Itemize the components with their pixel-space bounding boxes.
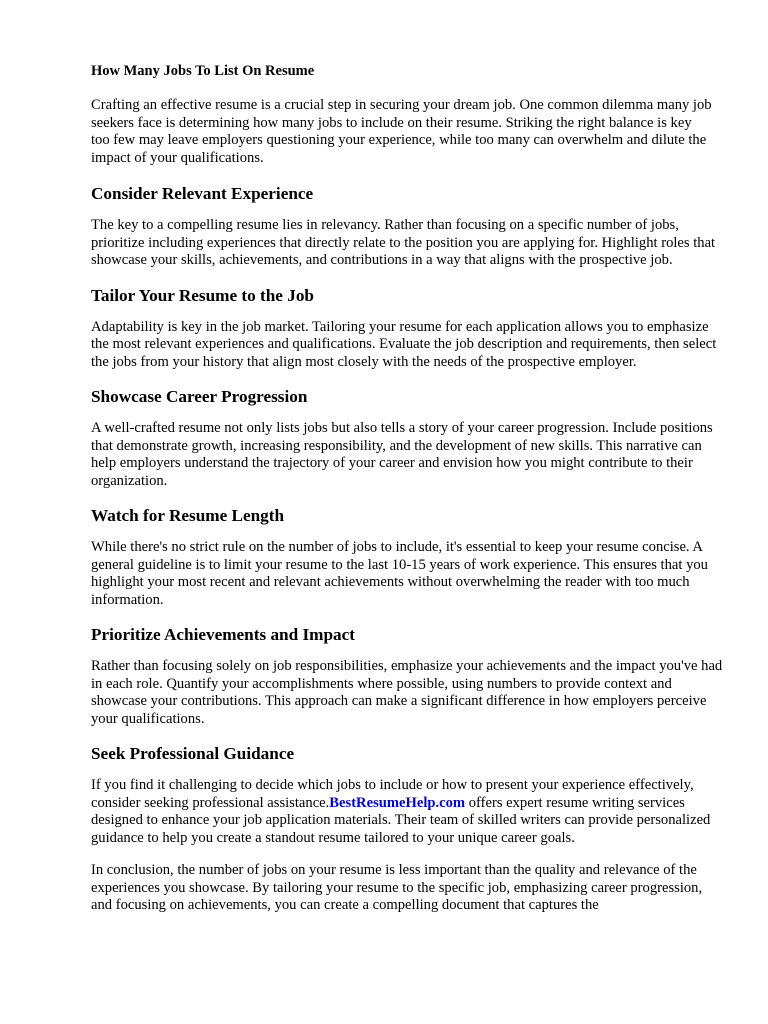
section-body-professional-guidance <box>91 777 726 847</box>
section-heading-professional-guidance: Seek Professional Guidance <box>91 744 295 763</box>
best-resume-help-link[interactable]: BestResumeHelp.com <box>329 794 466 811</box>
section-heading-relevant-experience: Consider Relevant Experience <box>91 184 314 203</box>
section-body-relevant-experience: The key to a compelling resume lies in relevancy. Rather than focusing on a specific number of jobs, prioritize including experiences that directly relate to the position you are applying for. Highlight roles that showcase your skills, achievements, and contributions in a way that aligns with the prospective job. <box>91 217 716 268</box>
section-heading-career-progression: Showcase Career Progression <box>91 387 308 406</box>
conclusion-paragraph: In conclusion, the number of jobs on your resume is less important than the quality and relevance of the experiences you showcase. By tailoring your resume to the specific job, emphasizing career progression, and focusing on achievements, you can create a compelling document that captures the <box>91 862 703 913</box>
section-body-achievements: Rather than focusing solely on job responsibilities, emphasize your achievements and the impact you've had in each role. Quantify your accomplishments where possible, using numbers to provide context and showcase your contributions. This approach can make a significant difference in how employers perceive your qualifications. <box>91 658 723 727</box>
section-heading-tailor-resume: Tailor Your Resume to the Job <box>91 285 314 305</box>
section-body-resume-length: While there's no strict rule on the number of jobs to include, it's essential to keep your resume concise. A general guideline is to limit your resume to the last 10-15 years of work experience. This ensures that you highlight your most recent and relevant achievements without overwhelming the reader with too much information. <box>91 539 708 608</box>
guidance-text-after-link: offers expert resume writing services designed to enhance your job application materials. Their team of skilled writers can provide personalized guidance to help you create a standout resume tailored to your unique career goals. <box>91 794 711 846</box>
section-heading-resume-length: Watch for Resume Length <box>91 506 285 525</box>
section-body-tailor-resume: Adaptability is key in the job market. Tailoring your resume for each application allows you to emphasize the most relevant experiences and qualifications. Evaluate the job description and requirements, then select the jobs from your history that align most closely with the needs of the prospective employer. <box>91 318 717 370</box>
document-page <box>91 62 726 915</box>
document-title: How Many Jobs To List On Resume <box>91 63 315 79</box>
section-body-career-progression: A well-crafted resume not only lists jobs but also tells a story of your career progression. Include positions that demonstrate growth, increasing responsibility, and the development of new skills. This narrative can help employers understand the trajectory of your career and envision how you might contribute to their organization. <box>91 420 713 489</box>
intro-paragraph: Crafting an effective resume is a crucial step in securing your dream job. One common dilemma many job seekers face is determining how many jobs to include on their resume. Striking the right balance is key too few may leave employers questioning your experience, while too many can overwhelm and dilute the impact of your qualifications. <box>91 97 712 166</box>
section-heading-achievements: Prioritize Achievements and Impact <box>91 625 355 644</box>
guidance-text-before-link: If you find it challenging to decide which jobs to include or how to present your experience effectively, consider seeking professional assistance. <box>91 777 694 811</box>
